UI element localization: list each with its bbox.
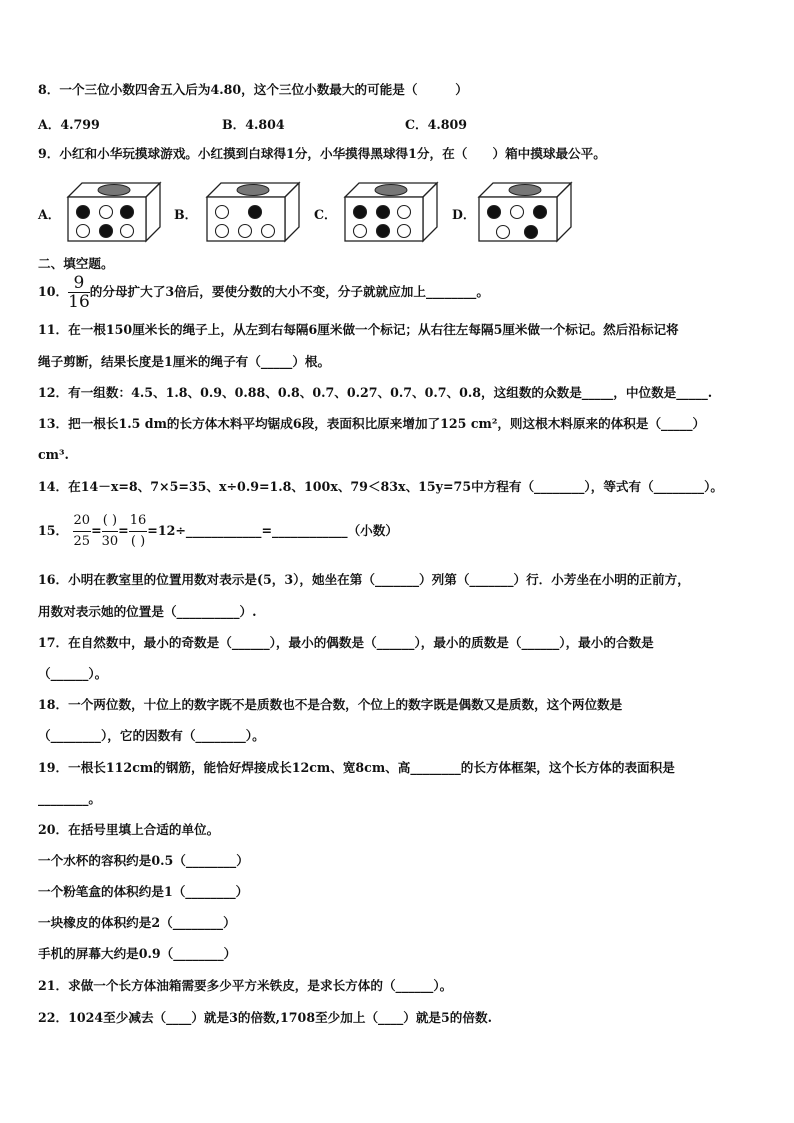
black-ball [377,206,390,219]
question-17-line-2: （______）。 [38,666,108,681]
box-hole [375,185,407,196]
question-9-text: 9．小红和小华玩摸球游戏。小红摸到白球得1分，小华摸得黑球得1分，在（ ）箱中摸球最公平。 [38,146,606,161]
q20-item-2: 一个粉笔盒的体积约是1（________） [38,884,249,899]
question-11-line-1: 11．在一根150厘米长的绳子上，从左到右每隔6厘米做一个标记；从右往左每隔5厘米做一个标记。然后沿标记将 [38,322,679,337]
q9-box-d [479,181,571,243]
white-ball [216,206,229,219]
q9-option-d-label: D． [452,207,476,222]
question-14: 14．在14－x=8、7×5=35、x÷0.9=1.8、100x、79＜83x、15y=75中方程有（________），等式有（________）。 [38,479,723,494]
black-ball [100,225,113,238]
q10-text: 的分母扩大了3倍后，要使分数的大小不变，分子就就应加上________。 [89,284,489,299]
q9-box-a [68,181,160,243]
question-13-line-1: 13．把一根长1.5 dm的长方体木料平均锯成6段，表面积比原来增加了125 cm²，则这根木料原来的体积是（_____） [38,416,706,431]
question-19-line-2: ________。 [38,791,101,806]
q15-tail: =12÷____________=____________（小数） [147,523,398,538]
black-ball [354,206,367,219]
white-ball [398,206,411,219]
q8-option-b: B．4.804 [222,117,285,132]
q15-number: 15． [38,523,69,538]
white-ball [100,206,113,219]
black-ball [377,225,390,238]
q15-fraction-1 [73,511,92,552]
white-ball [398,225,411,238]
white-ball [511,206,524,219]
q8-option-c: C．4.809 [405,117,468,132]
white-ball [354,225,367,238]
q15-f3-numerator: 16 [129,511,148,532]
box-front-face [479,197,557,241]
question-21: 21．求做一个长方体油箱需要多少平方米铁皮，是求长方体的（______）。 [38,978,453,993]
white-ball [497,226,510,239]
white-ball [239,225,252,238]
question-20-title: 20．在括号里填上合适的单位。 [38,822,220,837]
q9-option-c-label: C． [314,207,337,222]
question-11-line-2: 绳子剪断，结果长度是1厘米的绳子有（_____）根。 [38,354,331,369]
black-ball [525,226,538,239]
question-19-line-1: 19．一根长112cm的钢筋，能恰好焊接成长12cm、宽8cm、高________的长方体框架，这个长方体的表面积是 [38,760,675,775]
question-17-line-1: 17．在自然数中，最小的奇数是（______），最小的偶数是（______），最小的质数是（______），最小的合数是 [38,635,654,650]
question-13-line-2: cm³. [38,447,69,462]
q9-option-a-label: A． [38,207,61,222]
question-10 [38,274,489,311]
q15-f1-numerator: 20 [73,511,92,532]
question-18-line-1: 18．一个两位数，十位上的数字既不是质数也不是合数，个位上的数字既是偶数又是质数，这个两位数是 [38,697,623,712]
q20-item-4: 手机的屏幕大约是0.9（________） [38,946,237,961]
q20-item-1: 一个水杯的容积约是0.5（________） [38,853,249,868]
q9-box-b [207,181,299,243]
q10-numerator: 9 [68,274,90,293]
black-ball [488,206,501,219]
black-ball [121,206,134,219]
q20-item-3: 一块橡皮的体积约是2（________） [38,915,236,930]
white-ball [216,225,229,238]
q15-fraction-2 [102,511,119,552]
black-ball [534,206,547,219]
q15-f3-denominator: ( ) [130,534,146,549]
q15-fraction-3 [129,511,148,552]
white-ball [121,225,134,238]
section-2-heading: 二、填空题。 [38,256,114,271]
question-22: 22．1024至少减去（____）就是3的倍数,1708至少加上（____）就是5的倍数. [38,1010,492,1025]
question-16-line-1: 16．小明在教室里的位置用数对表示是(5，3），她坐在第（_______）列第（_______）行．小芳坐在小明的正前方， [38,572,690,587]
question-18-line-2: （________），它的因数有（________）。 [38,728,265,743]
q9-option-b-label: B． [174,207,198,222]
white-ball [262,225,275,238]
q10-fraction [68,274,90,311]
q15-f1-denominator: 25 [73,534,91,549]
box-hole [98,185,130,196]
q8-option-a: A．4.799 [38,117,100,132]
question-12: 12．有一组数：4.5、1.8、0.9、0.88、0.8、0.7、0.27、0.7、0.7、0.8，这组数的众数是_____，中位数是_____. [38,385,713,400]
q15-f2-numerator: ( ) [102,511,119,532]
white-ball [77,225,90,238]
black-ball [249,206,262,219]
black-ball [77,206,90,219]
box-hole [509,185,541,196]
box-hole [237,185,269,196]
q15-f2-denominator: 30 [101,534,119,549]
question-16-line-2: 用数对表示她的位置是（__________）. [38,604,257,619]
question-15: 15． $\frac{20}{25}$ = $\frac{( )}{30}$ = $\frac{16}{( )}$ =12÷____________=____________（小数） [38,511,398,552]
question-8-text: 8．一个三位小数四舍五入后为4.80，这个三位小数最大的可能是（ ） [38,82,468,97]
q10-number: 10． [38,284,69,299]
q9-box-c [345,181,437,243]
q10-denominator: 16 [68,292,90,312]
